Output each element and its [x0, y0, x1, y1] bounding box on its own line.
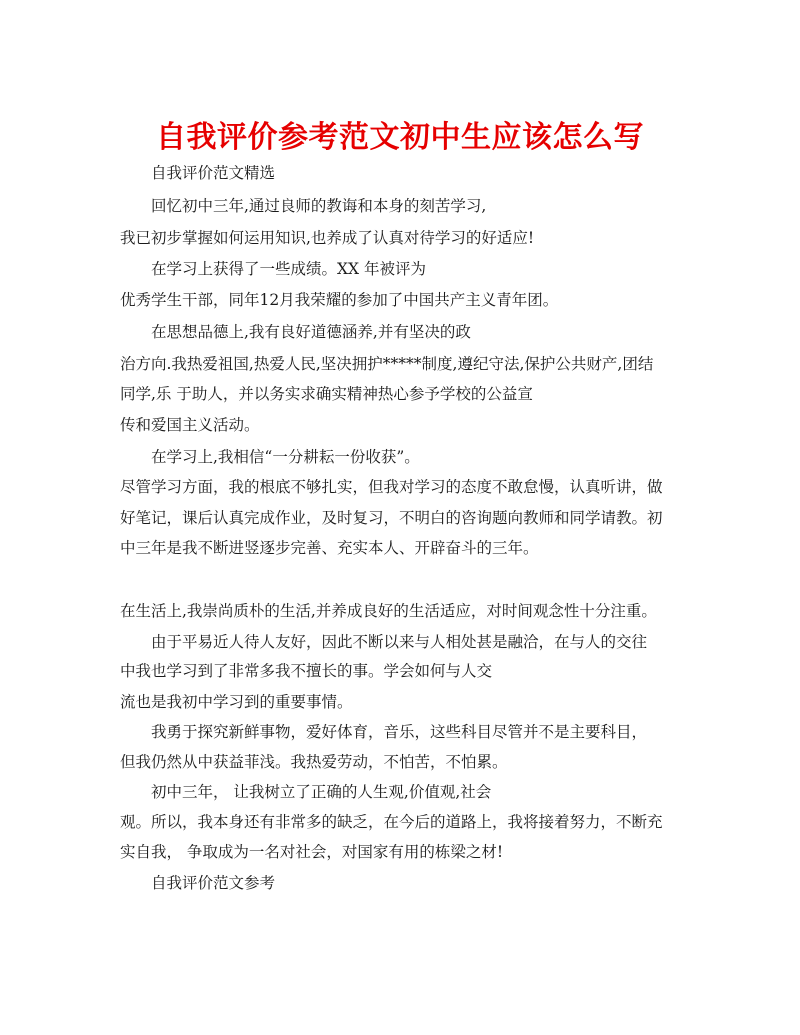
paragraph-line: 我勇于探究新鲜事物，爱好体育，音乐，这些科目尽管并不是主要科目，	[151, 723, 648, 741]
paragraph-line: 同学,乐 于助人，并以务实求确实精神热心参予学校的公益宣	[120, 385, 533, 403]
paragraph-line: 但我仍然从中获益菲浅。我热爱劳动，不怕苦，不怕累。	[120, 753, 508, 771]
paragraph-line: 好笔记，课后认真完成作业，及时复习，不明白的咨询题向教师和同学请教。初	[120, 509, 663, 527]
paragraph-line: 流也是我初中学习到的重要事情。	[120, 693, 353, 711]
paragraph-line: 尽管学习方面，我的根底不够扎实，但我对学习的态度不敢怠慢，认真听讲，做	[120, 478, 663, 496]
paragraph-line: 在思想品德上,我有良好道德涵养,并有坚决的政	[151, 323, 471, 341]
paragraph-line: 中我也学习到了非常多我不擅长的事。学会如何与人交	[120, 662, 493, 680]
paragraph-line: 回忆初中三年,通过良师的教诲和本身的刻苦学习,	[151, 197, 487, 215]
paragraph-line: 由于平易近人待人友好，因此不断以来与人相处甚是融洽，在与人的交往	[151, 633, 648, 651]
paragraph-line: 治方向.我热爱祖国,热爱人民,坚决拥护*****制度,遵纪守法,保护公共财产,团结	[120, 355, 654, 373]
paragraph-line: 中三年是我不断进竖逐步完善、充实本人、开辟奋斗的三年。	[120, 539, 539, 557]
paragraph-line: 自我评价范文参考	[151, 874, 276, 892]
paragraph-line: 优秀学生干部，同年12月我荣耀的参加了中国共产主义青年团。	[120, 291, 559, 309]
paragraph-line: 在生活上,我崇尚质朴的生活,并养成良好的生活适应，对时间观念性十分注重。	[120, 602, 657, 620]
paragraph-line: 在学习上获得了一些成绩。XX 年被评为	[151, 260, 426, 278]
paragraph-line: 在学习上,我相信“一分耕耘一份收获”。	[151, 448, 420, 466]
paragraph-line: 传和爱国主义活动。	[120, 416, 260, 434]
paragraph-line: 初中三年， 让我树立了正确的人生观,价值观,社会	[151, 783, 492, 801]
paragraph-line: 实自我， 争取成为一名对社会，对国家有用的栋梁之材!	[120, 843, 504, 861]
document-title: 自我评价参考范文初中生应该怎么写	[156, 120, 644, 155]
paragraph-line: 自我评价范文精选	[151, 164, 276, 182]
paragraph-line: 观。所以，我本身还有非常多的缺乏，在今后的道路上，我将接着努力，不断充	[120, 813, 663, 831]
paragraph-line: 我已初步掌握如何运用知识,也养成了认真对待学习的好适应!	[120, 229, 535, 247]
